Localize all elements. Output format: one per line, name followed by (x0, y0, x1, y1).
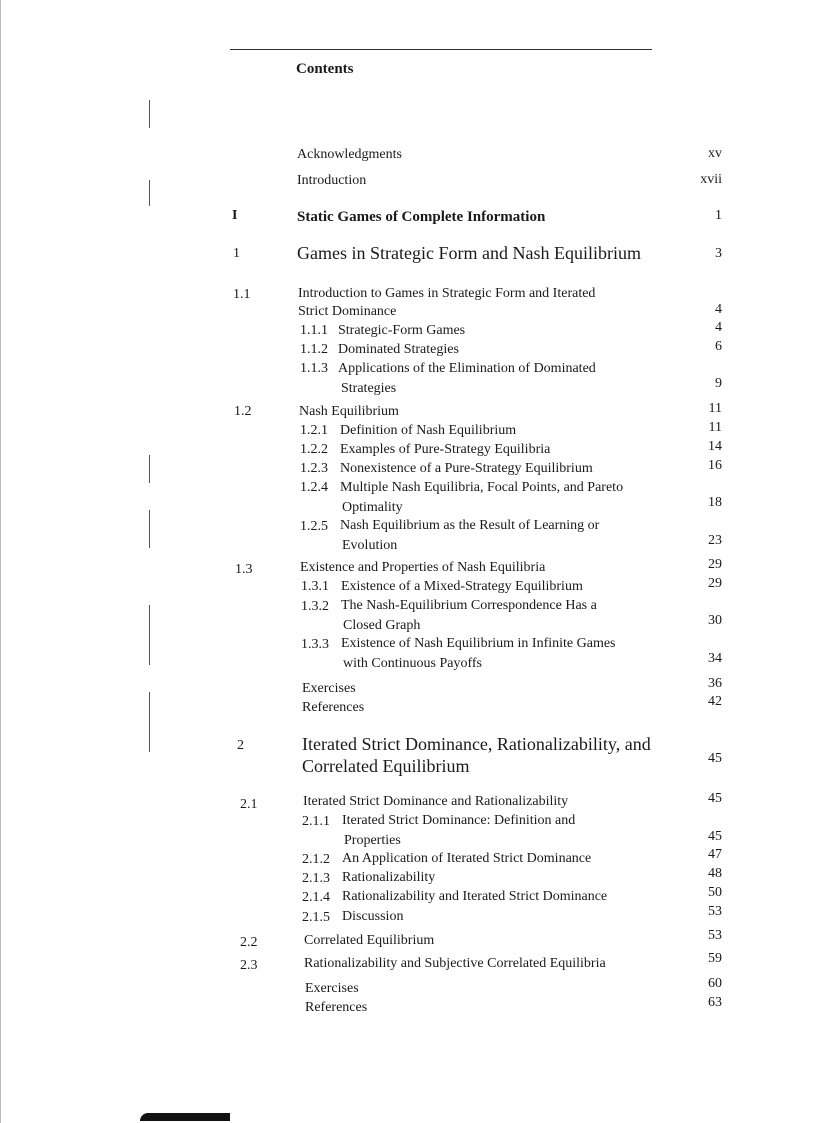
top-rule (230, 49, 652, 50)
section-number: 1.1 (233, 287, 251, 302)
subsection-number: 1.1.3 (300, 361, 328, 376)
scan-artifact (149, 100, 150, 128)
scan-artifact (149, 605, 150, 665)
section-title: Introduction to Games in Strategic Form and Iterated (298, 286, 596, 301)
page-number: 14 (708, 439, 722, 454)
page-number: 18 (708, 495, 722, 510)
page-number: 11 (708, 420, 722, 435)
part-number: I (232, 208, 238, 223)
page-number: 63 (708, 995, 722, 1010)
exercises-entry: Exercises (302, 681, 356, 696)
page-number: 4 (715, 302, 722, 317)
subsection-number: 2.1.2 (302, 852, 330, 867)
subsection-title-cont: with Continuous Payoffs (343, 656, 482, 671)
scan-blot (140, 1113, 230, 1121)
subsection-title: Applications of the Elimination of Dominated (338, 361, 596, 376)
chapter-number: 2 (237, 738, 244, 753)
page-title: Contents (296, 61, 354, 77)
subsection-title-cont: Optimality (342, 500, 403, 515)
subsection-number: 1.3.3 (301, 637, 329, 652)
subsection-number: 2.1.4 (302, 890, 330, 905)
page-number: 36 (708, 676, 722, 691)
subsection-title-cont: Closed Graph (343, 618, 421, 633)
page-number: 34 (708, 651, 722, 666)
page-number: 53 (708, 928, 722, 943)
subsection-number: 1.2.1 (300, 423, 328, 438)
subsection-title: Strategic-Form Games (338, 323, 466, 338)
page-number: 45 (708, 791, 722, 806)
scan-edge (0, 0, 1, 1123)
chapter-title: Iterated Strict Dominance, Rationalizability, and (302, 734, 651, 754)
subsection-number: 1.3.2 (301, 599, 329, 614)
subsection-number: 2.1.3 (302, 871, 330, 886)
subsection-number: 1.2.4 (300, 480, 328, 495)
page-number: 4 (715, 320, 722, 335)
subsection-title: Nonexistence of a Pure-Strategy Equilibrium (340, 461, 593, 476)
subsection-number: 1.2.3 (300, 461, 328, 476)
page-number: 30 (708, 613, 722, 628)
section-title: Rationalizability and Subjective Correlated Equilibria (304, 956, 606, 971)
page-number: 59 (708, 951, 722, 966)
subsection-title-cont: Properties (344, 833, 401, 848)
chapter-title: Games in Strategic Form and Nash Equilibrium (297, 243, 641, 263)
subsection-title-cont: Strategies (341, 381, 397, 396)
page-number: 6 (715, 339, 722, 354)
page-number: 1 (715, 208, 722, 223)
subsection-number: 2.1.5 (302, 910, 330, 925)
subsection-title: The Nash-Equilibrium Correspondence Has a (341, 598, 597, 613)
subsection-title: Definition of Nash Equilibrium (340, 423, 517, 438)
toc-entry-acknowledgments: Acknowledgments (297, 147, 402, 162)
subsection-title: Dominated Strategies (338, 342, 459, 357)
page-number: xv (708, 146, 722, 161)
scan-artifact (149, 180, 150, 206)
page-number: 53 (708, 904, 722, 919)
section-number: 2.2 (240, 935, 258, 950)
chapter-title-cont: Correlated Equilibrium (302, 756, 470, 776)
references-entry: References (302, 700, 365, 715)
page-number: 16 (708, 458, 722, 473)
part-title: Static Games of Complete Information (297, 209, 546, 225)
section-title-cont: Strict Dominance (298, 304, 397, 319)
subsection-number: 2.1.1 (302, 814, 330, 829)
subsection-title: Existence of a Mixed-Strategy Equilibrium (341, 579, 583, 594)
subsection-title: Nash Equilibrium as the Result of Learning or (340, 518, 600, 533)
subsection-title: An Application of Iterated Strict Dominance (342, 851, 592, 866)
subsection-number: 1.2.5 (300, 519, 328, 534)
page-number: 45 (708, 751, 722, 766)
scan-artifact (149, 455, 150, 483)
page-number: 50 (708, 885, 722, 900)
subsection-title: Rationalizability and Iterated Strict Dominance (342, 889, 608, 904)
subsection-number: 1.3.1 (301, 579, 329, 594)
section-title: Existence and Properties of Nash Equilibria (300, 560, 546, 575)
subsection-title: Examples of Pure-Strategy Equilibria (340, 442, 551, 457)
subsection-title: Rationalizability (342, 870, 436, 885)
exercises-entry: Exercises (305, 981, 359, 996)
subsection-title: Discussion (342, 909, 404, 924)
subsection-number: 1.2.2 (300, 442, 328, 457)
subsection-title-cont: Evolution (342, 538, 398, 553)
page-number: 29 (708, 557, 722, 572)
section-number: 2.3 (240, 958, 258, 973)
section-title: Correlated Equilibrium (304, 933, 435, 948)
subsection-number: 1.1.2 (300, 342, 328, 357)
references-entry: References (305, 1000, 368, 1015)
page-number: 45 (708, 829, 722, 844)
subsection-title: Multiple Nash Equilibria, Focal Points, and Pareto (340, 480, 624, 495)
section-number: 1.3 (235, 562, 253, 577)
scan-artifact (149, 692, 150, 752)
toc-entry-introduction: Introduction (297, 173, 367, 188)
page-number: 11 (708, 401, 722, 416)
scan-artifact (149, 510, 150, 548)
section-number: 1.2 (234, 404, 252, 419)
page-number: 42 (708, 694, 722, 709)
subsection-title: Iterated Strict Dominance: Definition and (342, 813, 576, 828)
chapter-number: 1 (233, 246, 240, 261)
page-number: 9 (715, 376, 722, 391)
page-number: 47 (708, 847, 722, 862)
subsection-number: 1.1.1 (300, 323, 328, 338)
page-number: xvii (700, 172, 722, 187)
subsection-title: Existence of Nash Equilibrium in Infinite Games (341, 636, 616, 651)
section-number: 2.1 (240, 797, 258, 812)
page-number: 29 (708, 576, 722, 591)
page-number: 48 (708, 866, 722, 881)
section-title: Nash Equilibrium (299, 404, 399, 419)
page-number: 60 (708, 976, 722, 991)
page-number: 23 (708, 533, 722, 548)
section-title: Iterated Strict Dominance and Rationalizability (303, 794, 569, 809)
page-number: 3 (715, 246, 722, 261)
